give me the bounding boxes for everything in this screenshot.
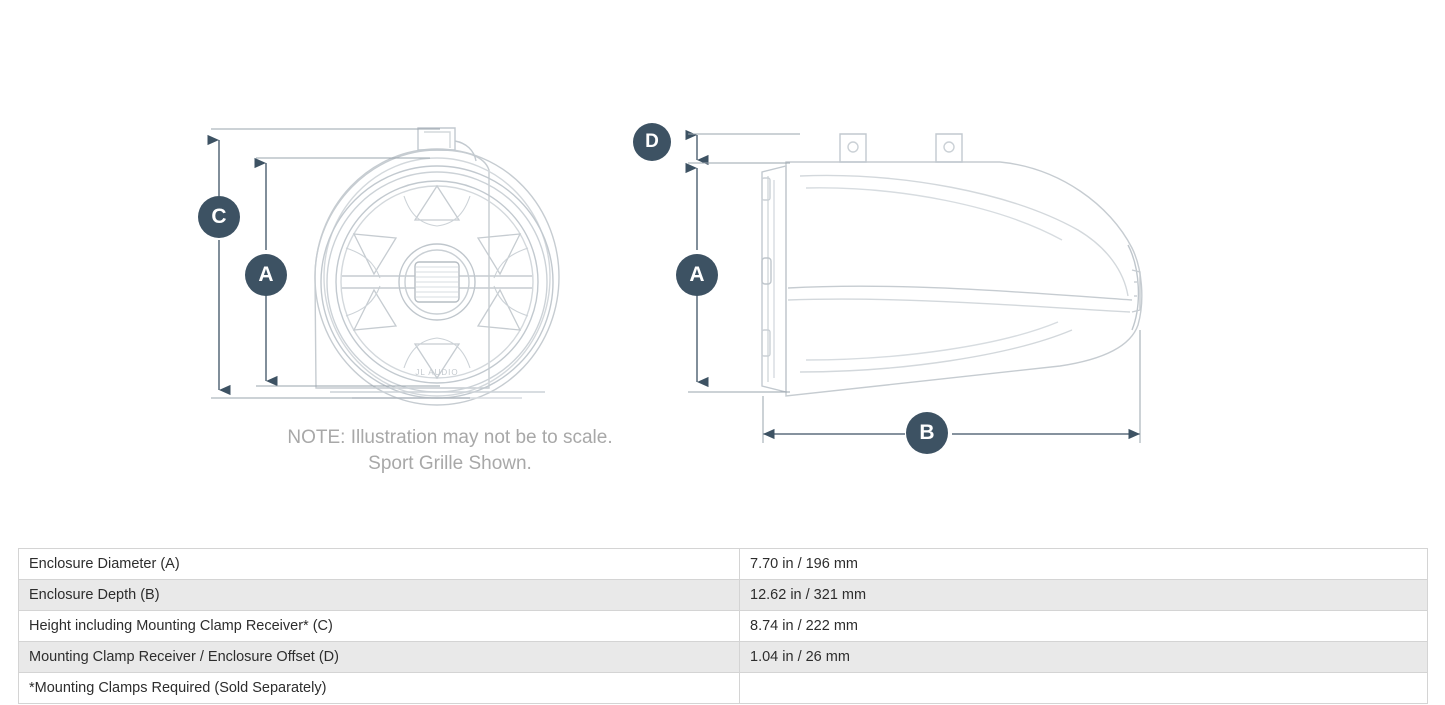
specifications-table [18,548,1428,704]
spec-value: 7.70 in / 196 mm [740,549,1428,580]
spec-value: 1.04 in / 26 mm [740,642,1428,673]
callout-badge-a-side: A [676,254,718,296]
table-row [19,642,1428,673]
dimension-line-d [688,134,800,163]
callout-badge-d: D [633,123,671,161]
callout-badge-c: C [198,196,240,238]
spec-label: Enclosure Diameter (A) [19,549,740,580]
table-row [19,611,1428,642]
table-row-footnote [19,673,1428,704]
illustration-note-line2: Sport Grille Shown. [368,453,532,474]
illustration-note-line1: NOTE: Illustration may not be to scale. [287,427,613,448]
front-view-illustration [301,128,559,405]
callout-badge-a-front: A [245,254,287,296]
spec-value: 12.62 in / 321 mm [740,580,1428,611]
illustration-note [230,425,670,477]
brand-mark: JL AUDIO [415,368,459,377]
table-row [19,549,1428,580]
table-row [19,580,1428,611]
spec-value: 8.74 in / 222 mm [740,611,1428,642]
spec-footnote-empty [740,673,1428,704]
callout-badge-b: B [906,412,948,454]
spec-label: Enclosure Depth (B) [19,580,740,611]
dimension-line-b [763,330,1140,443]
spec-footnote: *Mounting Clamps Required (Sold Separately) [19,673,740,704]
spec-label: Height including Mounting Clamp Receiver* (C) [19,611,740,642]
spec-label: Mounting Clamp Receiver / Enclosure Offset (D) [19,642,740,673]
side-view-illustration [762,134,1142,396]
